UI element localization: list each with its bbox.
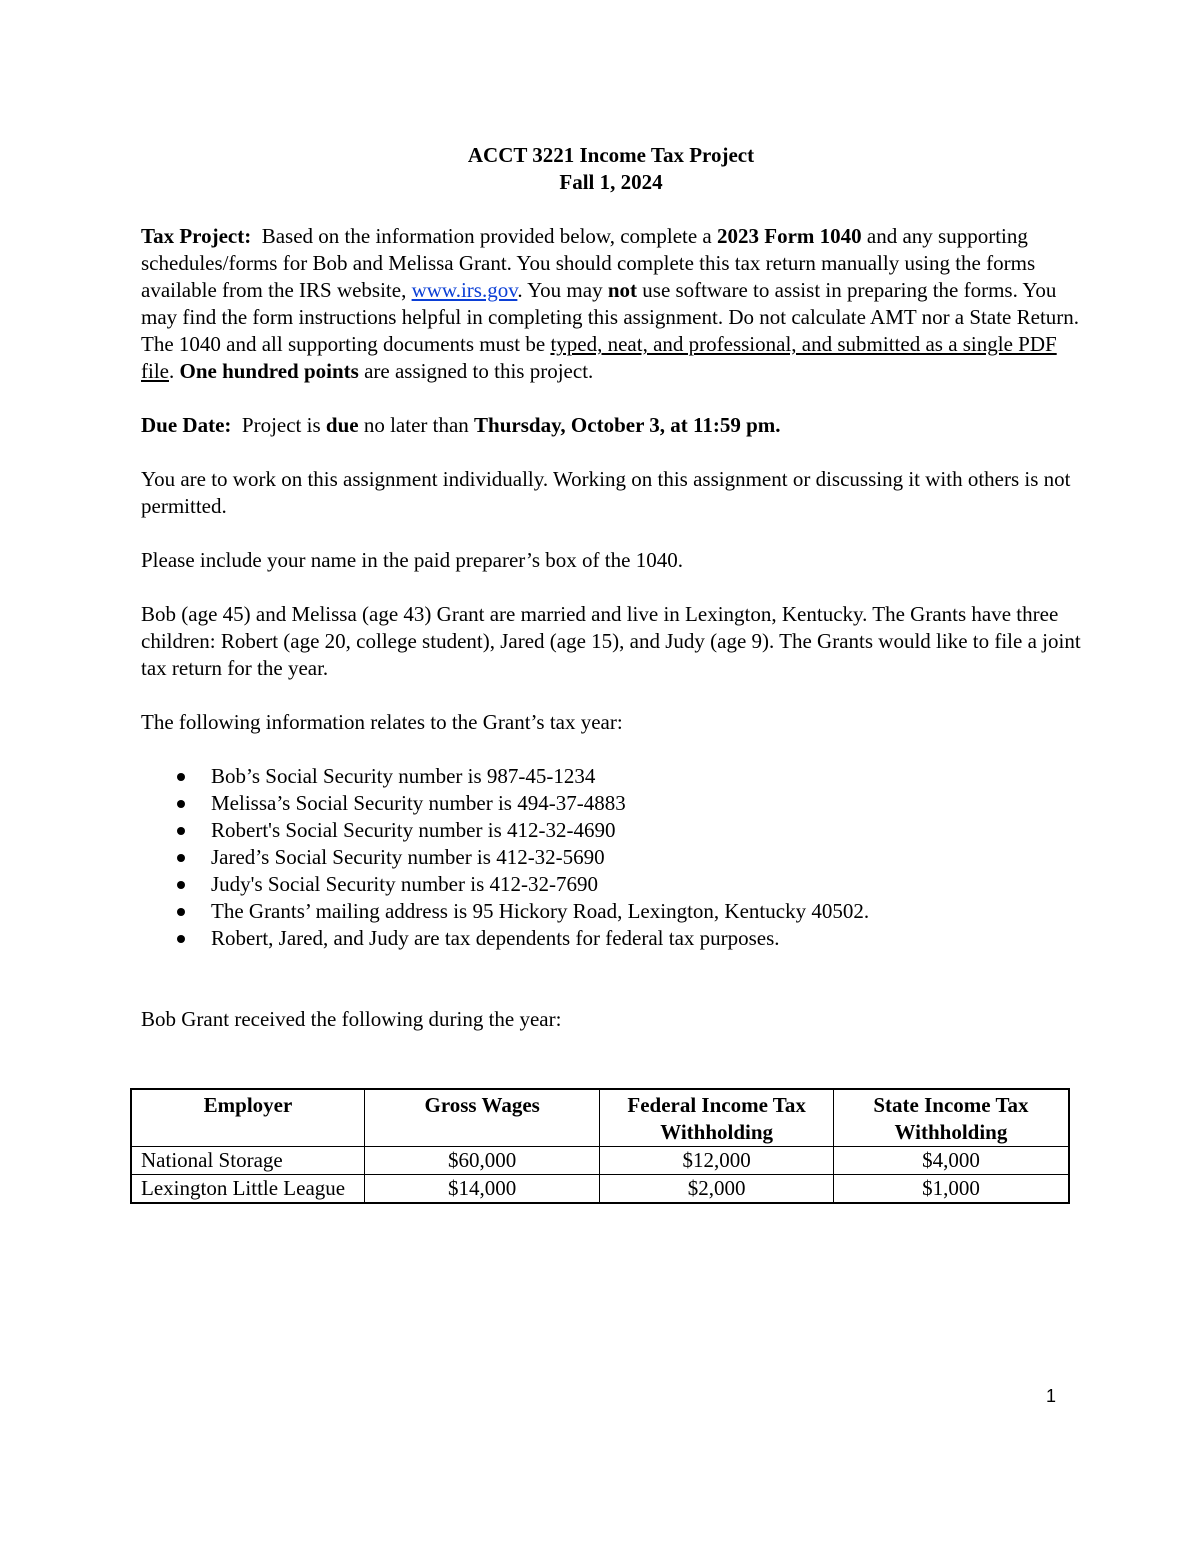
page-number: 1 [1046,1386,1057,1406]
irs-website-link[interactable]: www.irs.gov [411,278,518,302]
list-item [141,790,1081,817]
due-date-label: Due Date: [141,413,232,437]
list-item-text: Robert, Jared, and Judy are tax dependents for federal tax purposes. [211,926,780,950]
document-subtitle: Fall 1, 2024 [559,170,663,194]
pdf-requirement-underlined: typed, neat, and professional, and submitted as a single PDF file [141,332,1057,383]
document-body [141,142,1081,1060]
points-bold: One hundred points [179,359,359,383]
list-item-text: Robert's Social Security number is 412-32-4690 [211,818,616,842]
project-paragraph [141,223,1081,385]
federal-withholding-cell: $2,000 [600,1175,834,1204]
bullet-icon [177,881,185,889]
list-item [141,925,1081,952]
list-item [141,763,1081,790]
column-header-employer: Employer [131,1089,364,1147]
project-text-4: use software to assist in preparing the forms. You may find the form instructions helpful in completing this assignment. Do not calculate AMT nor a State Return. The 1040 and all supporting documents must be [141,278,1080,356]
info-intro-paragraph: The following information relates to the Grant’s tax year: [141,710,623,734]
list-item-text: Judy's Social Security number is 412-32-7690 [211,872,598,896]
project-label: Tax Project: [141,224,252,248]
document-title: ACCT 3221 Income Tax Project [467,143,755,167]
not-bold: not [607,278,638,302]
due-date-value: Thursday, October 3, at 11:59 pm. [474,413,781,437]
bullet-icon [177,773,185,781]
state-withholding-cell: $1,000 [833,1175,1069,1204]
federal-withholding-cell: $12,000 [600,1147,834,1175]
project-text-6: are assigned to this project. [364,359,594,383]
due-text-2: no later than [363,413,469,437]
table-row [131,1147,1069,1175]
project-text-5: . [168,359,175,383]
project-text-2: and any supporting schedules/forms for Bob and Melissa Grant. You should complete this tax return manually using the forms available from the IRS website, [141,224,1036,302]
family-paragraph: Bob (age 45) and Melissa (age 43) Grant are married and live in Lexington, Kentucky. The Grants have three children: Robert (age 20, college student), Jared (age 15), and Judy (age 9). The Grants would like to file a joint tax return for the year. [141,602,1081,680]
bullet-icon [177,827,185,835]
list-item-text: Jared’s Social Security number is 412-32-5690 [211,845,605,869]
form-1040-bold: 2023 Form 1040 [717,224,862,248]
table-header-row [131,1089,1069,1147]
due-bold: due [325,413,359,437]
list-item [141,871,1081,898]
wages-table [130,1088,1070,1204]
due-date-paragraph [141,412,1081,439]
bullet-icon [177,854,185,862]
list-item [141,817,1081,844]
list-item [141,844,1081,871]
gross-wages-cell: $60,000 [364,1147,599,1175]
gross-wages-cell: $14,000 [364,1175,599,1204]
list-item [141,898,1081,925]
preparer-paragraph: Please include your name in the paid preparer’s box of the 1040. [141,548,683,572]
list-item-text: The Grants’ mailing address is 95 Hickory Road, Lexington, Kentucky 40502. [211,899,870,923]
employer-cell: National Storage [131,1147,364,1175]
list-item-text: Bob’s Social Security number is 987-45-1234 [211,764,596,788]
employer-cell: Lexington Little League [131,1175,364,1204]
list-item-text: Melissa’s Social Security number is 494-37-4883 [211,791,626,815]
taxpayer-info-list [141,763,1081,952]
bullet-icon [177,908,185,916]
bullet-icon [177,800,185,808]
individual-work-paragraph: You are to work on this assignment individually. Working on this assignment or discussing it with others is not permitted. [141,467,1071,518]
project-text-3: . You may [517,278,603,302]
column-header-state-withholding: State Income Tax Withholding [833,1089,1069,1147]
bullet-icon [177,935,185,943]
project-text-1: Based on the information provided below, complete a [261,224,712,248]
column-header-federal-withholding: Federal Income Tax Withholding [600,1089,834,1147]
bob-income-intro: Bob Grant received the following during the year: [141,1007,562,1031]
column-header-gross-wages: Gross Wages [364,1089,599,1147]
table-row [131,1175,1069,1204]
state-withholding-cell: $4,000 [833,1147,1069,1175]
due-text-1: Project is [241,413,321,437]
